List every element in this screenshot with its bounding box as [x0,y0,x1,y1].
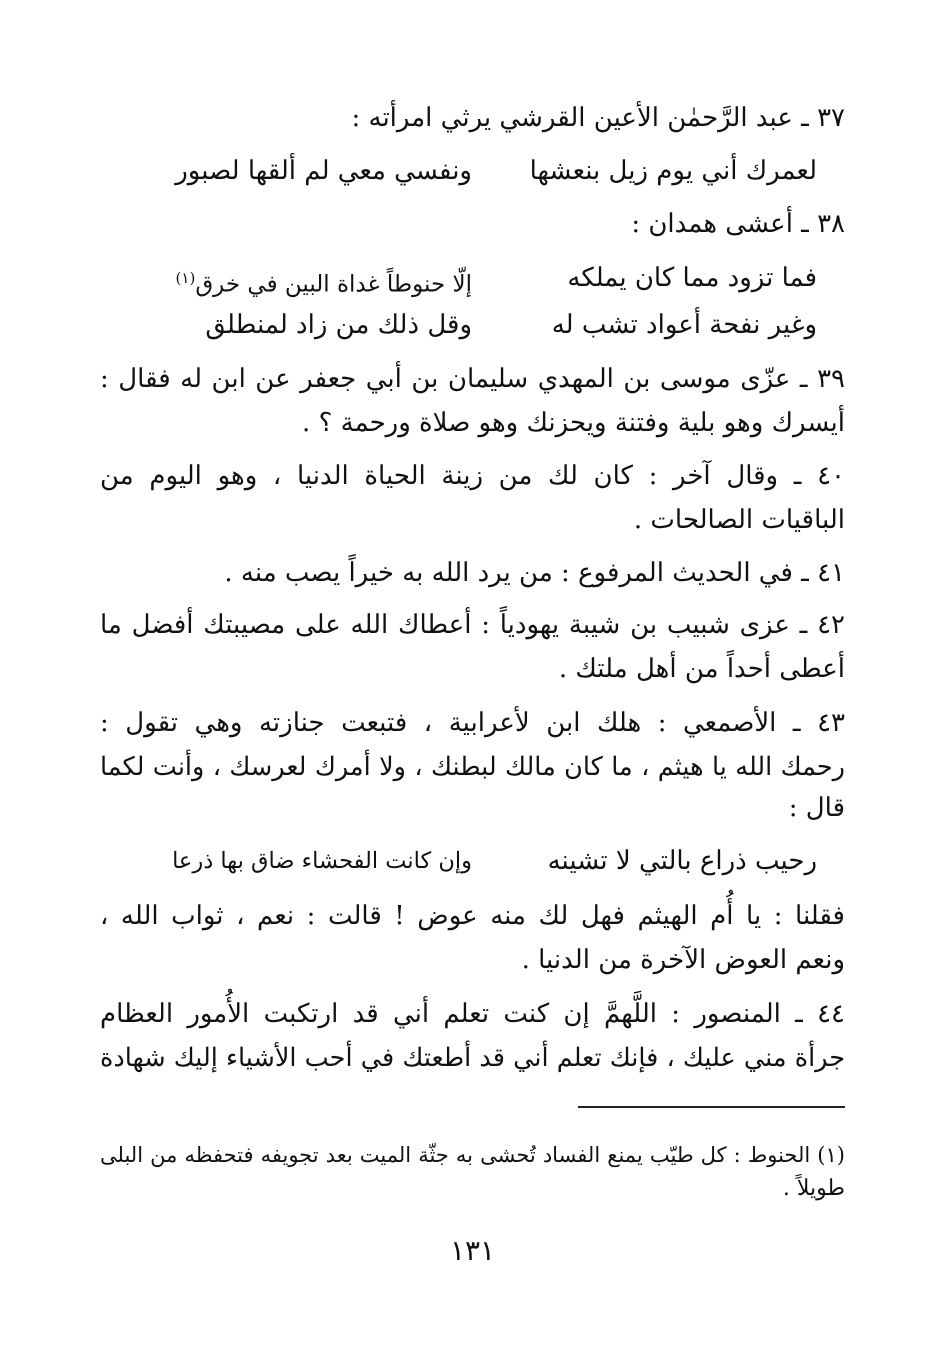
entry-43-line-4: فقلنا : يا أُم الهيثم فهل لك منه عوض ! قالت : نعم ، ثواب الله ، [100,901,845,931]
entry-43-line-5: ونعم العوض الآخرة من الدنيا . [521,945,845,975]
footnote-line-1: (١) الحنوط : كل طيّب يمنع الفساد تُحشى به جثّة الميت بعد تجويفه فتحفظه من البلى [100,1143,845,1167]
verse-3-second-hemistich: وقل ذلك من زاد لمنطلق [205,310,472,340]
footnote-marker: (١) [175,269,196,287]
verse-2-second-text: إلّا حنوطاً غداة البين في خرق [195,271,472,298]
verse-4-second-hemistich: وإن كانت الفحشاء ضاق بها ذرعا [172,848,472,874]
entry-43-line-1: ٤٣ ـ الأصمعي : هلك ابن لأعرابية ، فتبعت جنازته وهي تقول : [100,708,845,738]
entry-42-line-2: أعطى أحداً من أهل ملتك . [558,654,845,684]
verse-3-first-hemistich: وغير نفحة أعواد تشب له [551,310,817,340]
verse-2-first-hemistich: فما تزود مما كان يملكه [567,263,817,293]
entry-39-line-2: أيسرك وهو بلية وفتنة ويحزنك وهو صلاة ورحمة ؟ . [302,408,845,438]
entry-40-line-2: الباقيات الصالحات . [633,505,845,535]
entry-44-line-2: جرأة مني عليك ، فإنك تعلم أني قد أطعتك في أحب الأشياء إليك شهادة [100,1043,845,1073]
verse-1-second-hemistich: ونفسي معي لم ألقها لصبور [175,156,472,186]
page-number: ١٣١ [449,1234,496,1267]
verse-4-first-hemistich: رحيب ذراع بالتي لا تشينه [547,846,817,876]
entry-39-line-1: ٣٩ ـ عزّى موسى بن المهدي سليمان بن أبي جعفر عن ابن له فقال : [100,364,845,394]
footnote-separator [578,1106,845,1108]
verse-2-second-hemistich [172,260,472,303]
entry-42-line-1: ٤٢ ـ عزى شبيب بن شيبة يهودياً : أعطاك الله على مصيبتك أفضل ما [100,610,845,640]
entry-40-line-1: ٤٠ ـ وقال آخر : كان لك من زينة الحياة الدنيا ، وهو اليوم من [100,461,845,491]
entry-41: ٤١ ـ في الحديث المرفوع : من يرد الله به خيراً يصب منه . [224,558,845,588]
entry-44-line-1: ٤٤ ـ المنصور : اللَّهمَّ إن كنت تعلم أني قد ارتكبت الأُمور العظام [100,999,845,1029]
footnote-line-2: طويلاً . [782,1176,845,1201]
verse-1-first-hemistich: لعمرك أني يوم زيل بنعشها [529,156,817,186]
entry-43-line-3: قال : [788,793,845,823]
entry-37-heading: ٣٧ ـ عبد الرَّحمٰن الأعين القرشي يرثي امرأته : [351,103,845,133]
entry-43-line-2: رحمك الله يا هيثم ، ما كان مالك لبطنك ، ولا أمرك لعرسك ، وأنت لكما [100,752,845,782]
entry-38-heading: ٣٨ ـ أعشى همدان : [631,209,845,239]
